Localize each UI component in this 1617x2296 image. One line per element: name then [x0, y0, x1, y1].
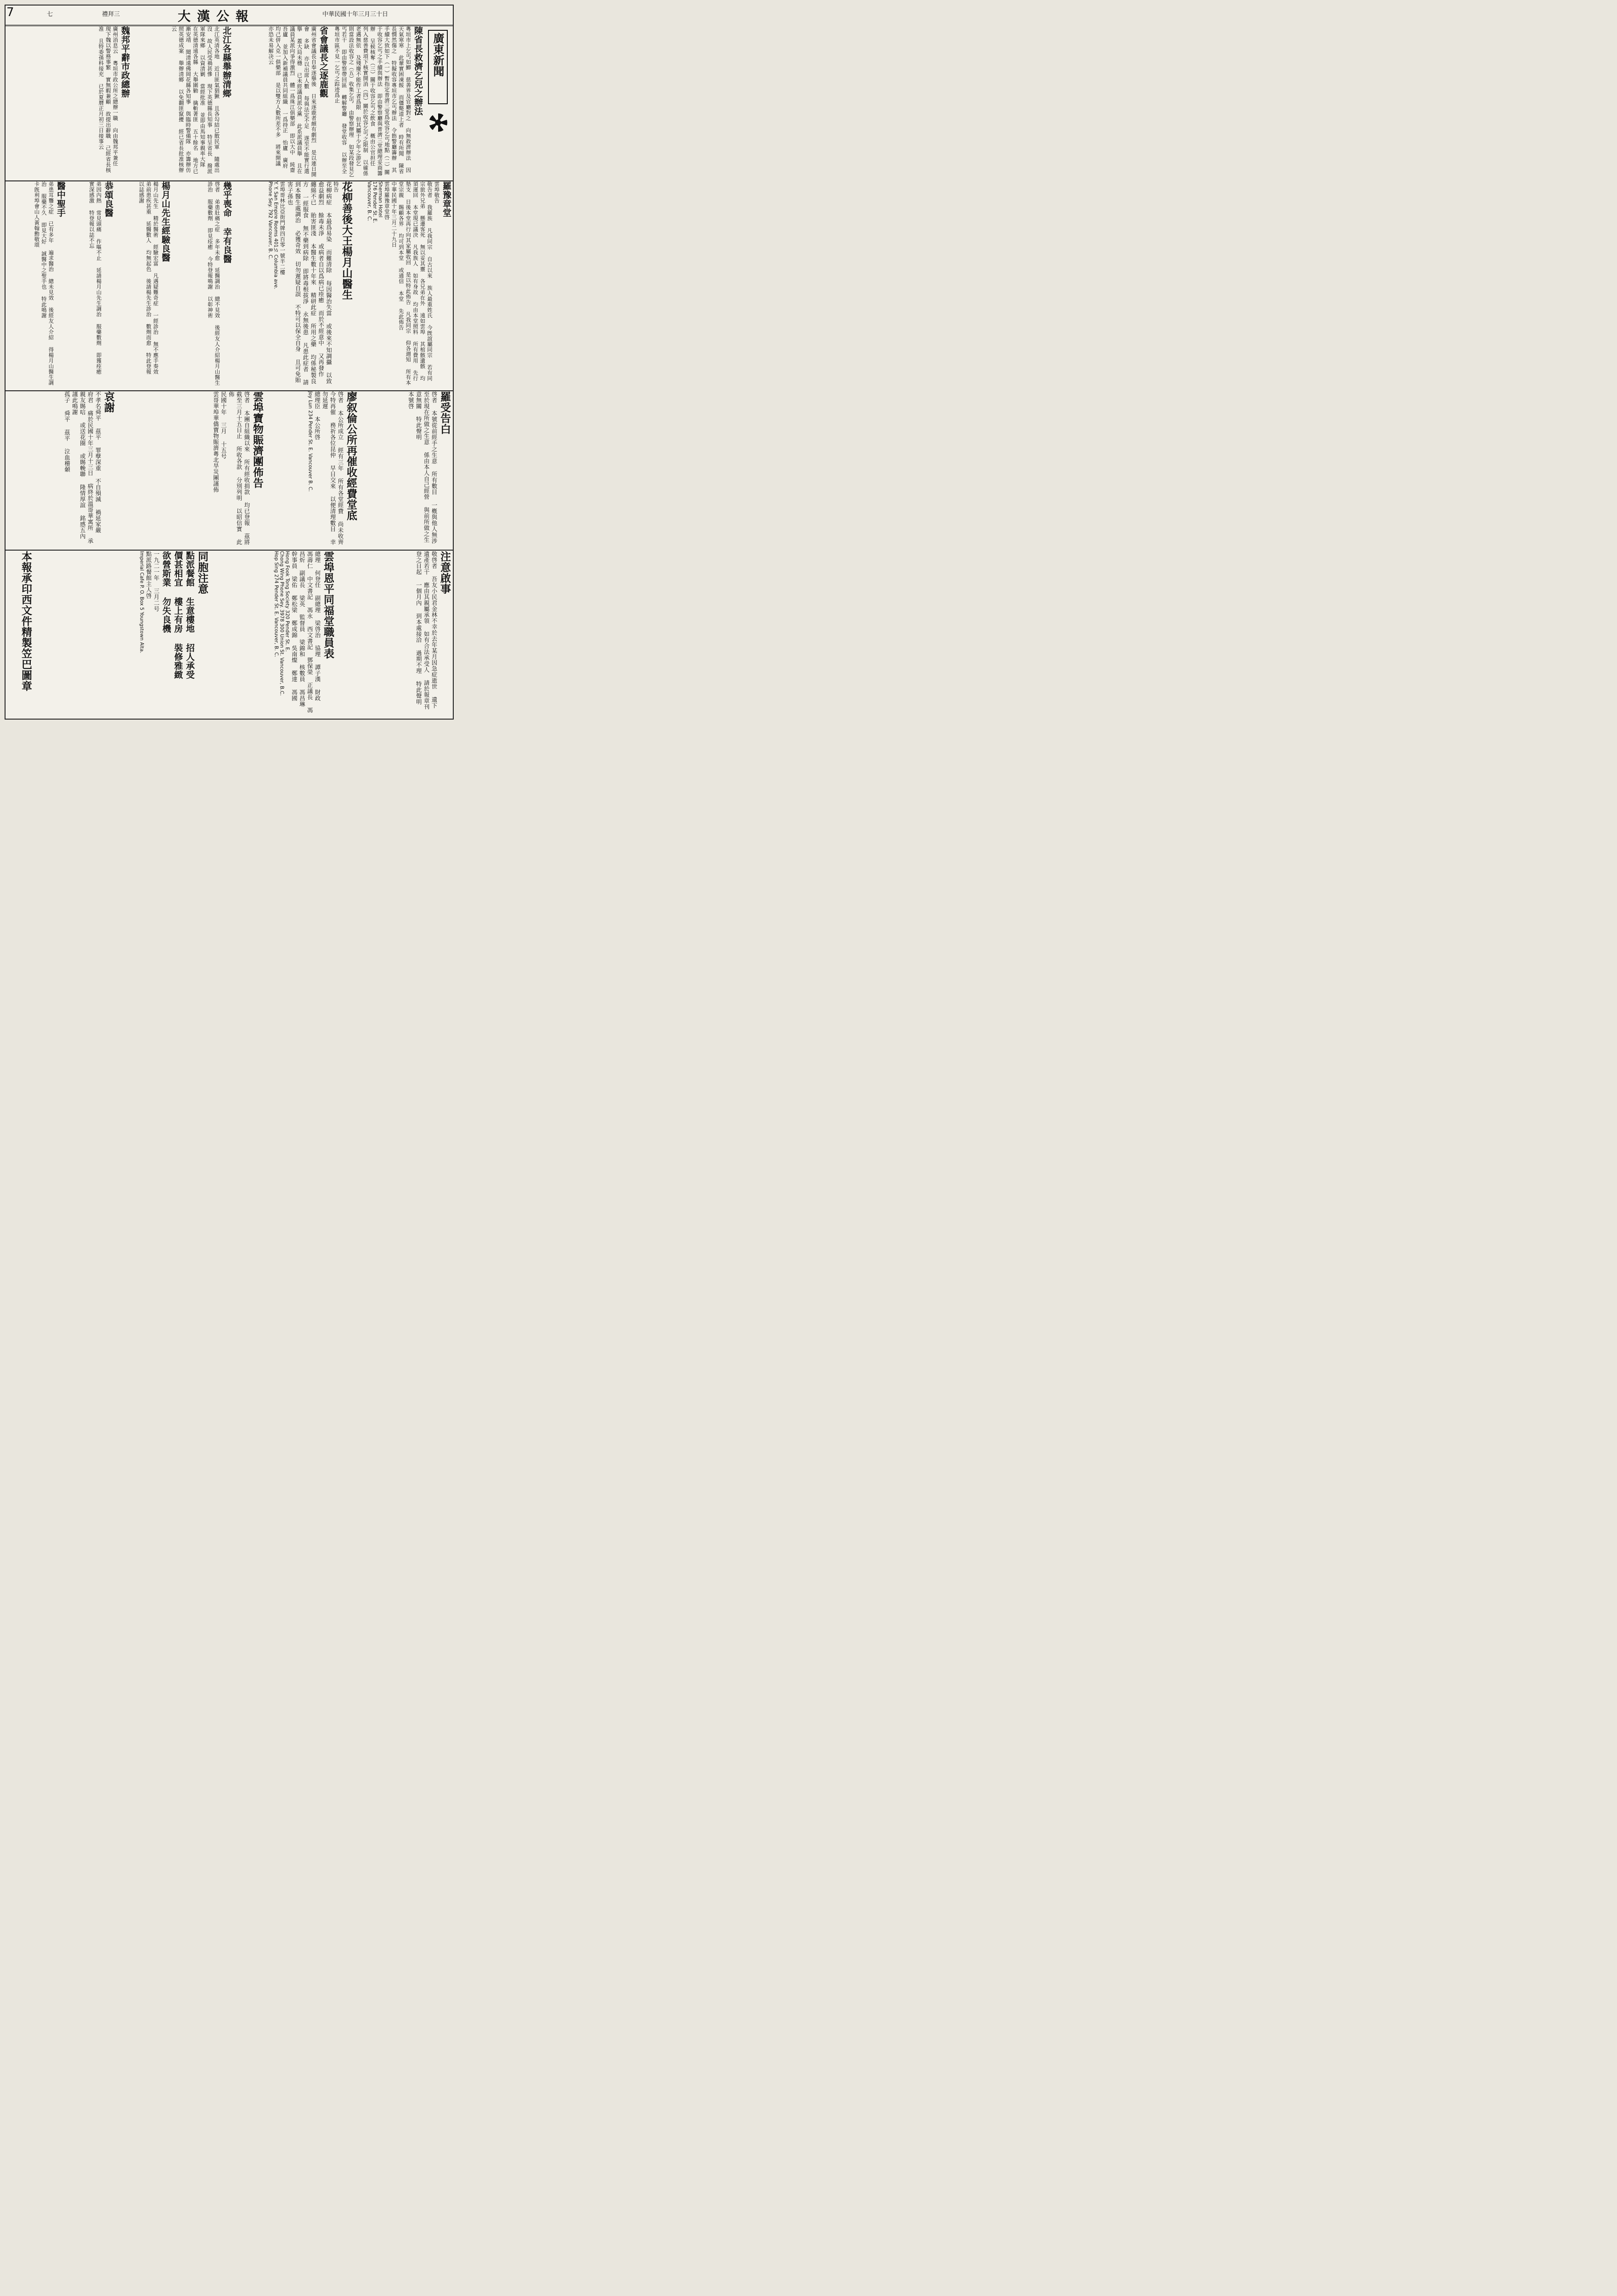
testimonial-title: 醫中聖手 — [56, 181, 66, 217]
testimonial-signature: 卡旣利埠會山人黃翰勳敬頌 — [34, 181, 40, 248]
notice-relief — [118, 391, 265, 550]
notice-body: 啓者 本團自組織以來 所有經收捐款 均已登報 茲將截至三月十五日止 所收各款 分別列明 以昭信實 此佈 — [228, 391, 250, 545]
notice-compatriots — [35, 551, 209, 719]
section-title: 廣東新聞 — [428, 30, 448, 104]
ad-phone: Phone Sey. 792 Vancouver, B. C. — [267, 181, 273, 260]
notice-title: 同胞注意 — [196, 551, 208, 594]
article-beijiang — [133, 26, 232, 180]
notice-address: Imperial Cafe P. O. Box 5 Youngstown Alta. — [139, 551, 145, 653]
testimonial-title: 楊月山先生經驗良醫 — [160, 181, 170, 262]
article-body: 廣州省會議長自奉逐擧後 日來逐鹿者頗有劇烈 是以連日開會 多缺 亦以出席人數 每與法定不足 遂至不能實行選擧 蓋大局未穩 已未經議員派分黨 此系派議員舉 且在議員某派向爭得激烈 體一爲珠江俱樂部 即以大中 純齋 吾廬 並加入新補議員共同組織 一爲持正 怡廬 廣府 均己併入克一俱樂部 是以雙方人數所差不多 將來開議 亦恐未易解决云 — [268, 26, 317, 177]
article-speaker — [235, 26, 329, 180]
testimonial-title: 幾乎喪命 幸有良醫 — [222, 181, 232, 264]
notice-luo — [360, 391, 452, 550]
notice-signature: 孤子 舜平 茲平 泣血稽顙 — [63, 391, 71, 473]
article-title: 省會議長之逐鹿觀 — [318, 26, 328, 98]
notice-date: 一九二一年 三月二号 — [153, 551, 160, 612]
testimonial-body: 啓者 弟患肚痛之症 多年未愈 延醫調治 總不見效 後經友人介紹楊月山醫生診治 服藥數劑 即見痊癒 今特登報鳴謝 以彰神術 — [207, 181, 221, 386]
date-line: 中華民國十年三月三十日 — [322, 11, 389, 18]
notice-body: 總理 何登任 副總理 梁啓治 協理 譚子漢 財政 馮壽仁 中文書記 馮永 西文書記 鄧保榮 正議長 馮昌炘 副議長 梁英 監督員 梁錦和 核數員 馮昌琳 幹事員 梁佑 鄭松梁 鄭成錦 吳南燦 鄭達 馮國 — [291, 551, 321, 713]
testimonial-body: 弟患耳聾之症 已有多年 遍求醫治 總未見效 後經友人介紹 得楊月山醫生調治 服藥不久 即見大好 誠醫中之聖手也 特此鳴謝 — [40, 181, 55, 386]
ad-address: Y. Y. San Empire Rooms 401½ Columbia ave. — [273, 181, 279, 289]
article-body: 北江英清各地 近日匪氣猖獗 且各勾結已散民軍 隨處出沒 故人民受禍甚慘 現下英德縣長知事 特呈省長 撥派軍隊來鄉 以資清剿 當經批准 並即由馬知事親率大隊 在英德清遠各縣 大舉圍勦 擒斬著匪 五十餘名 地方已漸安靖 聞清遠佛岡花縣各知事 與臨時警備隊 亦籌辦仿照英德成案 舉辦清鄉 以免翻匪竄擾 經已省長批准核辦云 — [171, 26, 220, 174]
handwritten-page-number: 7 — [6, 6, 14, 19]
article-title: 陳省長救濟乞兒之辦法 — [413, 26, 423, 116]
notice-liao — [266, 391, 358, 550]
article-wei — [7, 26, 130, 180]
ad-title: 花柳善後大王楊月山醫生 — [340, 181, 353, 300]
notice-officers — [211, 551, 335, 719]
masthead — [6, 6, 453, 26]
newspaper-page — [5, 5, 454, 720]
notice-body: 啓者 本號從前經手之生意 所有數目 一槪與他人無涉 至於現在所做之生意 係由本人自己經營 與前所做之生意無關 特此聲明 — [415, 391, 438, 544]
article-body: 粵垣市上乞丐如鯽 慈善界及官廳對之 向無救濟辦法 因天氣寒寒 此輩實困凍餒 而僵斃道上者 時有所聞 陳省長憫然傷之 特擬收容專垣市乞丐辦法 令飭警廳籌辦 其手續大致如下（一）暫指定普濟三堂爲收容乞丐地點（二）關于收容乞丐之手續與辦法 即由警察廳與普濟三堂總理妥商籌辦 呈候核奪（三）關于收容乞丐之飲食 概由公官担任 列入慈善費項下核實開消（四）關於收容乞丐之限制 以確係老邁無依 及殘廢不能作工者爲限 但其屬于少年之游乞 則當設法收容之（五）收集乞丐 由警察辦理 如某段發見乞丐若干 即由警察帶回區 轉解警廳 發堂收容 以辦至全粵垣市區不見一乞丐之踪迹爲止 — [334, 26, 412, 177]
notice-mourning — [6, 391, 116, 550]
page-number: 七 — [47, 11, 53, 18]
notice-shop: Hop Sing 274 Pender St. E. Vancouver, B. C. — [273, 551, 279, 658]
notice-signature: 本號啓 — [407, 391, 415, 409]
testimonial-4 — [6, 181, 66, 390]
testimonial-title: 恭頌良醫 — [103, 181, 113, 217]
ad-chinese-address: 雲埠哥林比亞街門牌四百零一號半二樓 — [279, 181, 286, 275]
ad-yang-doctor — [234, 181, 354, 390]
testimonial-body: 楊月山先生 精於醫術 經驗宏富 凡遇疑難奇症 一經診治 無不應手奏效 弟前患疾甚重 延醫數人 均無起色 後請楊先生診治 數劑而愈 特此登報 以誌感謝 — [138, 181, 159, 375]
weekday: 禮拜三 — [102, 11, 120, 18]
notice-line: 欲營斯業 勿失良機 — [161, 551, 171, 633]
notice-signature: 總理臣 本公所啓 — [314, 391, 321, 440]
notice-title: 本報承印西文件精製笠巴圖章 — [20, 551, 32, 692]
notice-phone: Chong Wing Phone Sey. 3978 300 Union St. Vancouver, B.C. — [279, 551, 285, 696]
paper-name: 大漢公報 — [178, 9, 255, 24]
article-relief — [332, 26, 423, 180]
notice-address: Joy Lun 234 Pender St. E. Vancouver B. C. — [307, 391, 313, 492]
ad-body: 敬告者 我羅族 凡我同宗 自古以來 族人最重姓氏 今旣誼屬同宗 若有同宗旅外兄弟 懸遷客死 無以妥其靈 各兄弟在外 遠如雲埠 其棺骸遺骸 均須運回 本堂現已議決 凡我族人 如有身故 均由本堂照料 所有費用 先行墊支 日後本堂再行向其家屬收回 是以特此佈告 凡我同宗 仰各週知 所有本堂宗親 賜顧各界 均可到本堂 或通信 本堂 先此佈告 — [398, 181, 433, 386]
notice-body: 敬啓者 吾友小民君金林不幸於去年某月因急症逝世 遺下遺產若干 應由其親屬承領 如有合法承受人 請於報章刊登之日起 一個月內 到本處接洽 過期不理 特此聲明 — [415, 551, 438, 710]
notice-body: 不孝名舜平 茲平 罪孽深重 不自殞滅 禍延家嚴 府君 痛於民國十年三月十三日 病終於溫哥華寓所 承親友賜唁 或送花圈 或賜輓聯 隆情厚誼 銘感五內 謹此鳴謝 — [71, 391, 101, 544]
notice-address: Hong Fook Tong Society 320 Pender St. E. — [284, 551, 290, 652]
notice-signature: 雲哥華埠華僑寶物賑濟粵北旱災團謹佈 — [212, 391, 220, 493]
ad-tag: 特告 — [332, 181, 339, 192]
ad-date: 中華民國十年三月二十九日 — [391, 181, 398, 248]
flower-ornament — [429, 113, 447, 132]
section-header — [426, 26, 451, 180]
ad-address-line: Vancouver, B. C. — [366, 181, 372, 221]
notice-title: 廖叙倫公所再催收經費堂底 — [345, 391, 357, 521]
notice-date: 民國十年 三月 十五号 — [220, 391, 227, 459]
article-title: 北江各縣舉辦清鄉 — [221, 26, 231, 98]
notice-body: 啓者 本公所成立 經有三年 所有各堂經費 尚未收齊 今特再催 務祈各位昆仲 早日交來 以便清理數目 幸勿延遲 — [321, 391, 344, 545]
notice-line: 價甚相宜 樓上有房 裝修雅緻 — [173, 551, 183, 679]
notice-printing — [6, 551, 33, 719]
ad-address-line: 176 Pender St. E. — [372, 181, 378, 223]
ad-tag: 雲埠敬告 — [434, 181, 440, 203]
article-body: 廣州消息云 粵垣市政公所之總辦一職 向由魏邦平兼任 現下魏以警務事繁 實無暇兼顧 故提出辭職 己經省長核准 且特委孫科接充 已於夏曆正月初三日接事云 — [98, 26, 119, 173]
ad-signature: 雲埠羅豫章堂啓 — [383, 181, 390, 220]
notice-title: 雲埠寶物賑濟團佈告 — [251, 391, 264, 489]
notice-title: 注意啟事 — [439, 551, 451, 594]
ad-title: 羅豫章堂 — [441, 181, 451, 217]
testimonial-2 — [116, 181, 171, 390]
notice-signature: 點派路餐館主人啓 — [145, 551, 152, 599]
article-title: 魏邦平辭市政總辦 — [120, 26, 130, 98]
testimonial-body: 弟因內熱 常見頭痛 作嘔不止 延請楊月山先生調治 服藥數劑 即獲痊癒 實深感激 特登報以誌不忘 — [88, 181, 102, 375]
notice-title: 哀謝 — [102, 391, 115, 413]
notice-attention — [337, 551, 452, 719]
notice-line: 點派餐館 生意樓地 招人承受 — [184, 551, 195, 679]
testimonial-3 — [68, 181, 114, 390]
notices-band — [6, 391, 453, 551]
notice-title: 羅受告白 — [439, 391, 451, 434]
testimonial-1 — [173, 181, 232, 390]
guangdong-news-band — [6, 26, 453, 181]
ads-band — [6, 181, 453, 391]
ad-luo-clan — [355, 181, 452, 390]
bottom-band — [6, 551, 453, 719]
ad-body: 花柳病症 本最爲易染 而難清除 每因醫治失當 或後來不知調攝 以致愈益劇烈 餘毒未淨 或病者自以爲病已痊癒 而於不經意中 又再發作 纏綿不已 貽害匪淺 本醫生數十年來 精研此症 所用之藥 均係秘製良方 一經服食 無不藥到病除 即將毒根拔淨 永無後患 凡患此症者 請到本醫生處調治 必獲奇效 切勿遲疑自誤 不特可以保全自身 且可免貽害子孫也 — [287, 181, 332, 385]
ad-address-line: Sherman Hotel — [377, 181, 383, 218]
notice-title: 雲埠恩平同福堂職員表 — [322, 551, 334, 659]
